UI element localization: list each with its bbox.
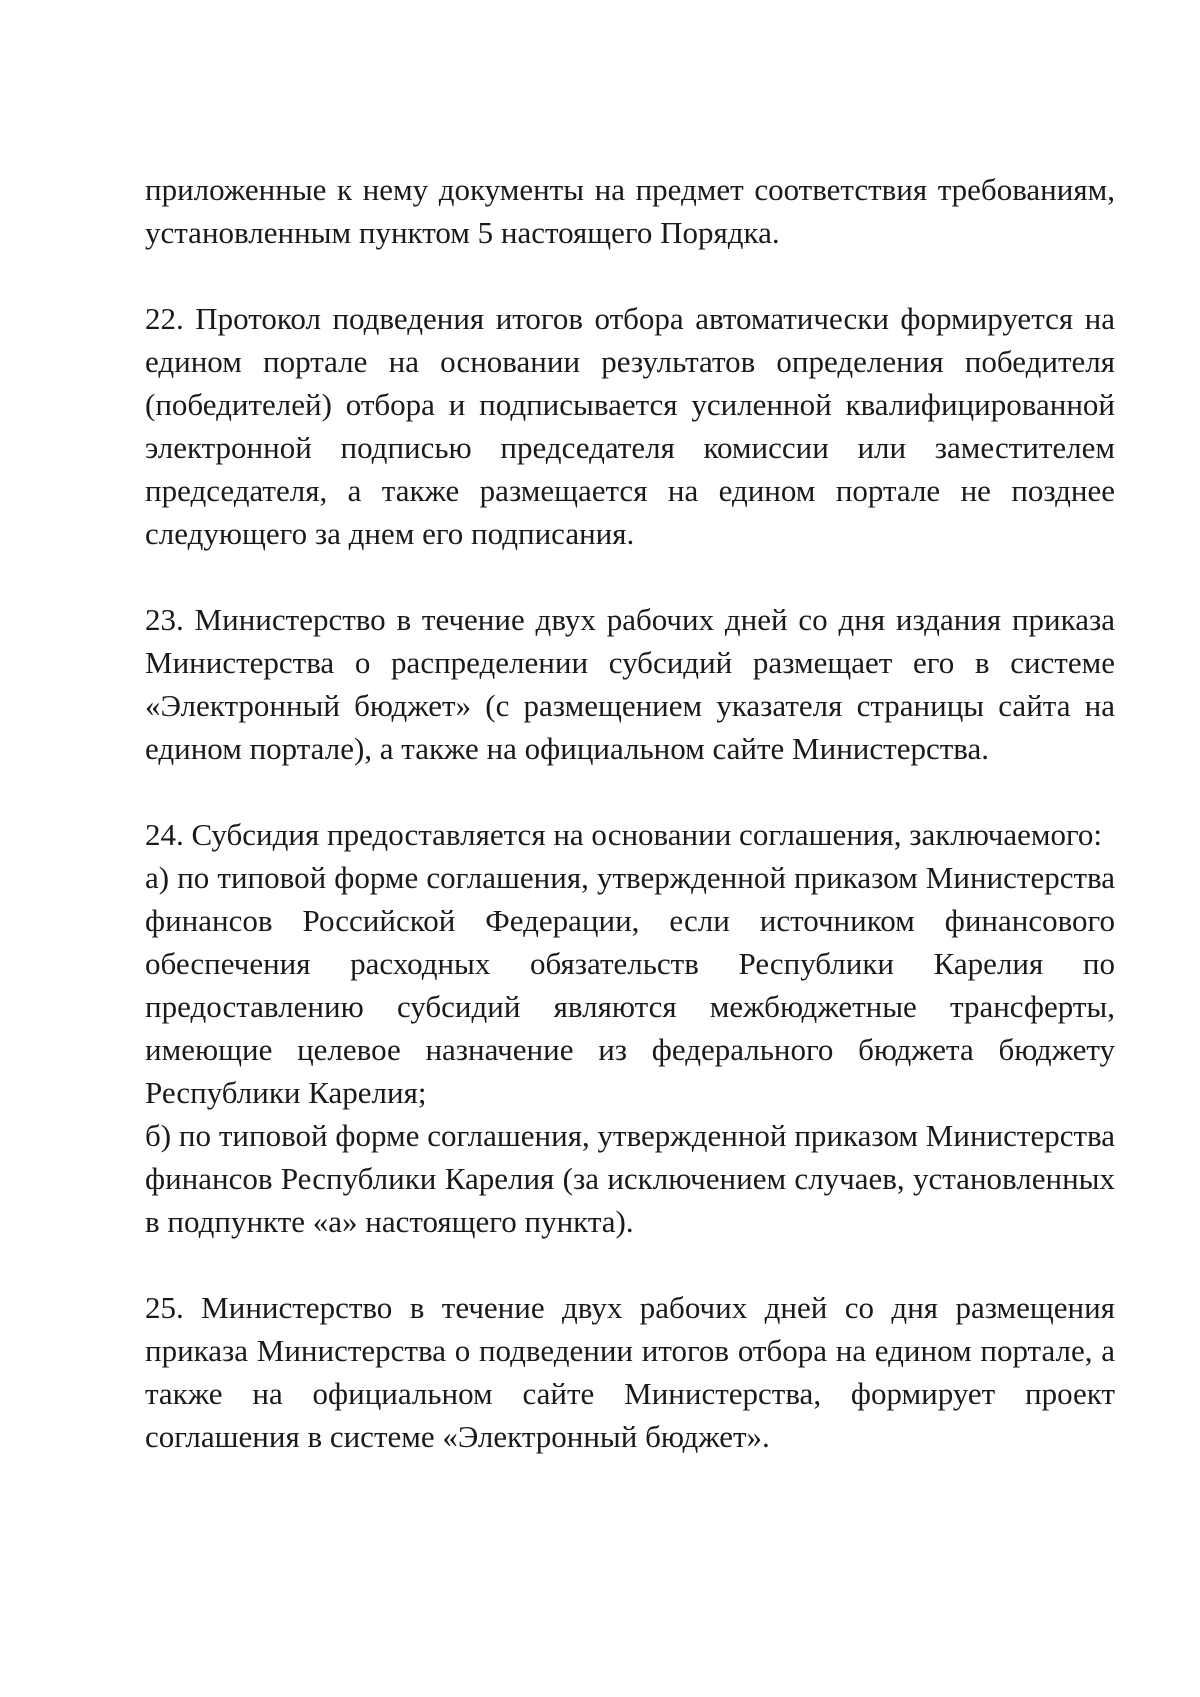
paragraph-24-b: б) по типовой форме соглашения, утвержденной приказом Министерства финансов Республики Карелия (за исключением случаев, установленных в подпункте «а» настоящего пункта). <box>145 1118 1115 1239</box>
paragraph-spacer <box>145 555 1115 598</box>
paragraph-25: 25. Министерство в течение двух рабочих дней со дня размещения приказа Министерства о подведении итогов отбора на едином портале, а также на официальном сайте Министерства, формирует проект соглашения в системе «Электронный бюджет». <box>145 1290 1115 1454</box>
paragraph-spacer <box>145 770 1115 813</box>
paragraph-24-a: а) по типовой форме соглашения, утвержденной приказом Министерства финансов Российской Федерации, если источником финансового обеспечения расходных обязательств Республики Карелия по предоставлению субсидий являются межбюджетные трансферты, имеющие целевое назначение из федерального бюджета бюджету Республики Карелия; <box>145 860 1115 1110</box>
paragraph-spacer <box>145 1243 1115 1286</box>
paragraph-22: 22. Протокол подведения итогов отбора автоматически формируется на едином портале на основании результатов определения победителя (победителей) отбора и подписывается усиленной квалифицированной электронной подписью председателя комиссии или заместителем председателя, а также размещается на едином портале не позднее следующего за днем его подписания. <box>145 301 1115 551</box>
paragraph-24: 24. Субсидия предоставляется на основании соглашения, заключаемого: <box>145 817 1103 852</box>
paragraph-continuation: приложенные к нему документы на предмет соответствия требованиям, установленным пунктом 5 настоящего Порядка. <box>145 172 1115 250</box>
paragraph-spacer <box>145 254 1115 297</box>
document-body <box>145 168 1115 1458</box>
paragraph-23: 23. Министерство в течение двух рабочих дней со дня издания приказа Министерства о распределении субсидий размещает его в системе «Электронный бюджет» (с размещением указателя страницы сайта на едином портале), а также на официальном сайте Министерства. <box>145 602 1115 766</box>
